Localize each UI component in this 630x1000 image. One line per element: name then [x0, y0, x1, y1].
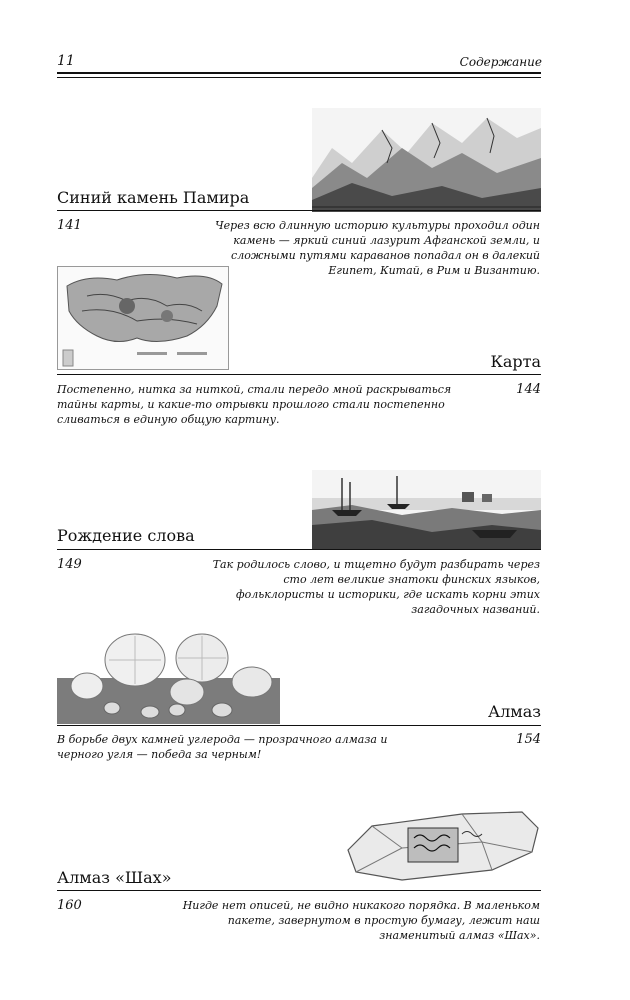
section-rule	[57, 210, 541, 211]
section-rule	[57, 725, 541, 726]
mountains-illustration	[312, 108, 541, 212]
shah-diamond-illustration	[342, 808, 541, 884]
section-page-number: 154	[516, 732, 541, 747]
section-title: Рождение слова	[57, 526, 195, 545]
section-page-number: 144	[516, 382, 541, 397]
section-page-number: 160	[57, 898, 82, 913]
section-rule	[57, 374, 541, 375]
section-title: Синий камень Памира	[57, 188, 250, 207]
section-title: Алмаз «Шах»	[57, 868, 172, 887]
map-illustration	[57, 266, 229, 370]
section-page-number: 149	[57, 557, 82, 572]
section-description: Через всю длинную историю культуры проходил один камень — яркий синий лазурит Афганской земли, и сложными путями караванов попадал он в далекий Египет, Китай, в Рим и Византию.	[215, 219, 540, 277]
section-title: Карта	[490, 352, 541, 371]
section-page-number: 141	[57, 218, 82, 233]
section-rule	[57, 890, 541, 891]
section-description: Постепенно, нитка за ниткой, стали передо мной раскрываться тайны карты, и какие-то отрывки прошлого стали постепенно сливаться в единую общую картину.	[57, 383, 452, 426]
section-title: Алмаз	[488, 702, 541, 721]
header-rule-thin	[57, 77, 541, 78]
harbor-illustration	[312, 470, 541, 550]
section-description: Так родилось слово, и тщетно будут разбирать через сто лет великие знатоки финских языков, фольклористы и историки, где искать корни этих загадочных названий.	[212, 558, 540, 616]
running-title: Содержание	[459, 55, 542, 69]
section-description: Нигде нет описей, не видно никакого порядка. В маленьком пакете, завернутом в простую бумагу, лежит наш знаменитый алмаз «Шах».	[182, 899, 540, 942]
header-rule-thick	[57, 72, 541, 74]
section-rule	[57, 549, 541, 550]
section-description: В борьбе двух камней углерода — прозрачного алмаза и черного угля — победа за черным!	[57, 733, 388, 761]
page-number: 11	[57, 53, 75, 69]
diamonds-illustration	[57, 630, 280, 724]
